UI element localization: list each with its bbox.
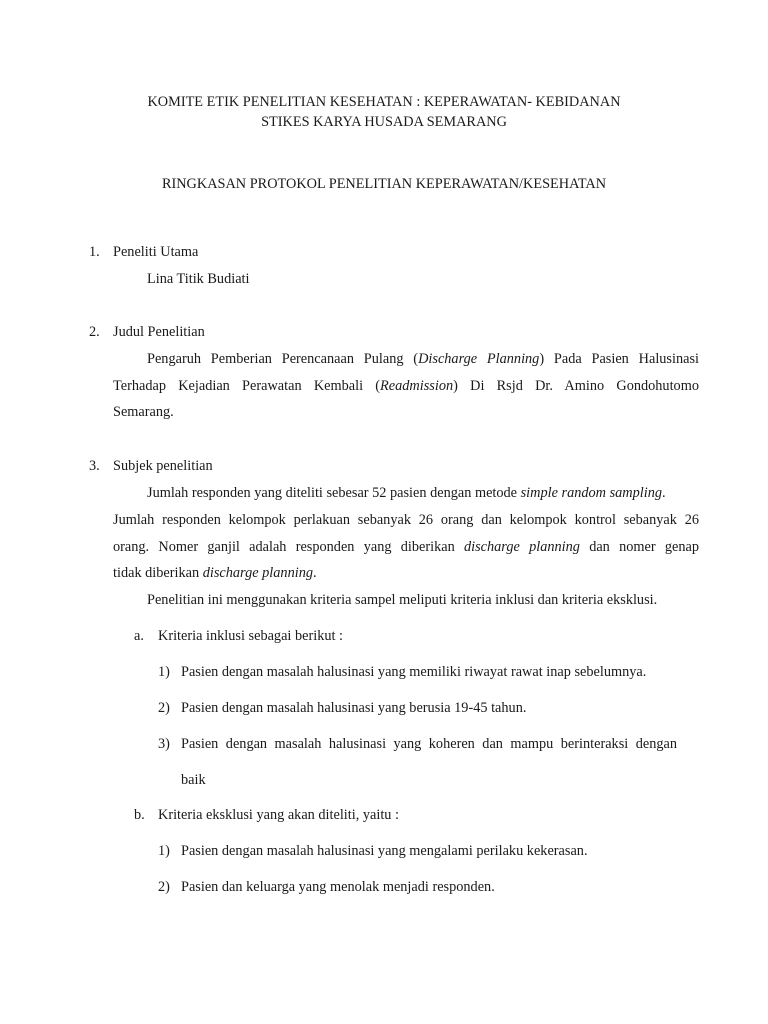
inclusion-item-1: Pasien dengan masalah halusinasi yang memiliki riwayat rawat inap sebelumnya. bbox=[181, 664, 647, 680]
header-institution-line: KOMITE ETIK PENELITIAN KESEHATAN : KEPERAWATAN- KEBIDANAN bbox=[147, 94, 621, 110]
inclusion-heading: Kriteria inklusi sebagai berikut : bbox=[158, 628, 344, 644]
title-line-1: Pengaruh Pemberian Perencanaan Pulang (Discharge Planning) Pada Pasien Halusinasi bbox=[147, 351, 699, 367]
section-2-heading: Judul Penelitian bbox=[113, 324, 205, 340]
inclusion-item-2: Pasien dengan masalah halusinasi yang berusia 19-45 tahun. bbox=[181, 700, 527, 716]
exclusion-item-2: Pasien dan keluarga yang menolak menjadi responden. bbox=[181, 879, 495, 895]
subject-paragraph-line-2: Jumlah responden kelompok perlakuan sebanyak 26 orang dan kelompok kontrol sebanyak 26 bbox=[113, 512, 699, 528]
section-3-number: 3. bbox=[89, 458, 100, 474]
section-1-heading: Peneliti Utama bbox=[113, 244, 199, 260]
exclusion-item-1: Pasien dengan masalah halusinasi yang mengalami perilaku kekerasan. bbox=[181, 843, 588, 859]
title-line-2: Terhadap Kejadian Perawatan Kembali (Readmission) Di Rsjd Dr. Amino Gondohutomo bbox=[113, 378, 699, 394]
subject-paragraph-line-1: Jumlah responden yang diteliti sebesar 52 pasien dengan metode simple random sampling. bbox=[147, 485, 666, 501]
subject-paragraph-line-4: tidak diberikan discharge planning. bbox=[113, 565, 317, 581]
section-3-heading: Subjek penelitian bbox=[113, 458, 213, 474]
inclusion-item-3: Pasien dengan masalah halusinasi yang koheren dan mampu berinteraksi dengan bbox=[181, 736, 677, 752]
exclusion-label: b. bbox=[134, 807, 145, 823]
inclusion-item-3-number: 3) bbox=[158, 736, 170, 752]
criteria-intro-paragraph: Penelitian ini menggunakan kriteria sampel meliputi kriteria inklusi dan kriteria eksklusi. bbox=[147, 592, 658, 608]
exclusion-item-1-number: 1) bbox=[158, 843, 170, 859]
exclusion-heading: Kriteria eksklusi yang akan diteliti, yaitu : bbox=[158, 807, 400, 823]
header-school-line: STIKES KARYA HUSADA SEMARANG bbox=[261, 114, 507, 130]
exclusion-item-2-number: 2) bbox=[158, 879, 170, 895]
document-subtitle: RINGKASAN PROTOKOL PENELITIAN KEPERAWATAN/KESEHATAN bbox=[161, 176, 607, 192]
inclusion-item-3-continuation: baik bbox=[181, 772, 206, 788]
inclusion-label: a. bbox=[134, 628, 144, 644]
section-1-number: 1. bbox=[89, 244, 100, 260]
subject-paragraph-line-3: orang. Nomer ganjil adalah responden yang diberikan discharge planning dan nomer genap bbox=[113, 539, 699, 555]
title-line-3: Semarang. bbox=[113, 404, 174, 420]
inclusion-item-2-number: 2) bbox=[158, 700, 170, 716]
researcher-name: Lina Titik Budiati bbox=[147, 271, 250, 287]
section-2-number: 2. bbox=[89, 324, 100, 340]
inclusion-item-1-number: 1) bbox=[158, 664, 170, 680]
